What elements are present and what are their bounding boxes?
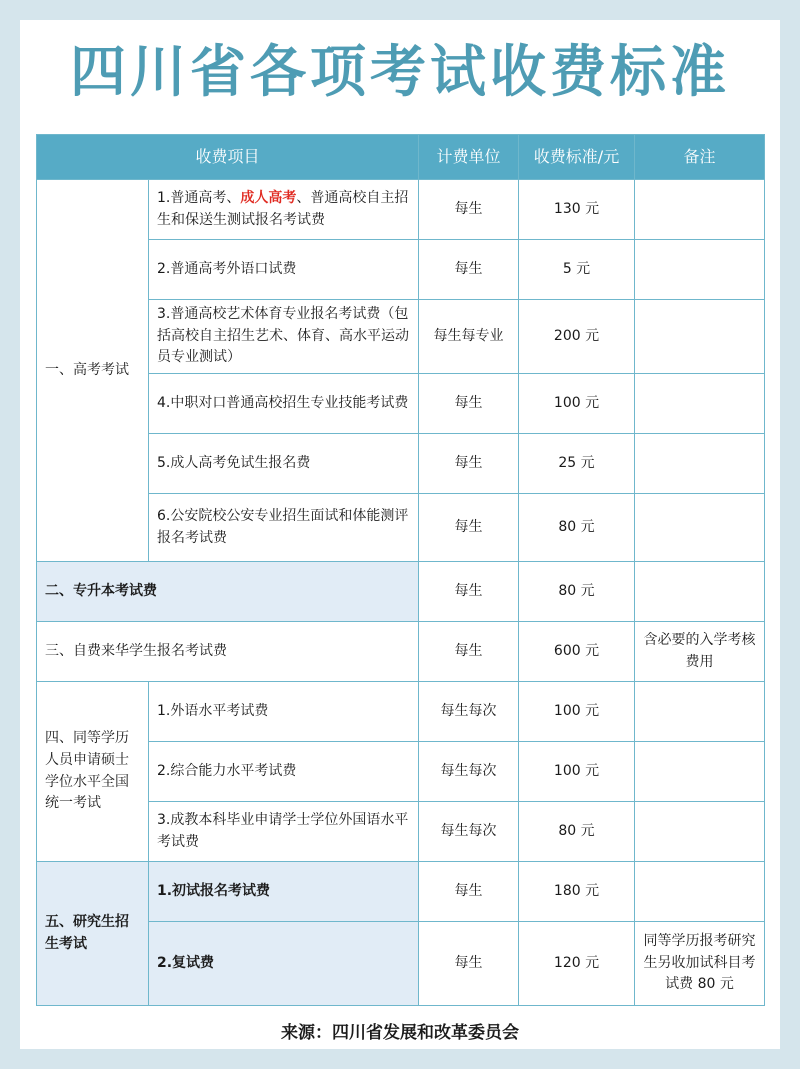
page-title: 四川省各项考试收费标准 [70,39,730,105]
item-desc-post: 、普通高校自主招生和保送生测试报名考试费 [157,189,409,228]
fee-table [36,134,765,1006]
unit-cell: 每生 [419,922,519,1006]
item-desc-pre: 1.普通高考、 [157,189,241,206]
note-cell [635,240,765,300]
unit-cell: 每生 [419,374,519,434]
item-desc [149,180,419,240]
fee-cell: 5 元 [519,240,635,300]
header-unit: 计费单位 [419,135,519,180]
note-cell [635,802,765,862]
note-cell: 同等学历报考研究生另收加试科目考试费 80 元 [635,922,765,1006]
item-desc: 2.综合能力水平考试费 [149,742,419,802]
fee-cell: 80 元 [519,562,635,622]
fee-cell: 200 元 [519,300,635,374]
table-row [37,682,765,742]
fee-cell: 80 元 [519,494,635,562]
group-label: 一、高考考试 [37,180,149,562]
source-footer: 来源：四川省发展和改革委员会 [281,1023,519,1043]
table-row [37,622,765,682]
group-label: 四、同等学历人员申请硕士学位水平全国统一考试 [37,682,149,862]
item-desc: 4.中职对口普通高校招生专业技能考试费 [149,374,419,434]
table-row [37,862,765,922]
note-cell [635,374,765,434]
unit-cell: 每生 [419,562,519,622]
unit-cell: 每生 [419,434,519,494]
fee-cell: 100 元 [519,682,635,742]
note-cell [635,862,765,922]
fee-cell: 600 元 [519,622,635,682]
note-cell [635,300,765,374]
header-fee: 收费标准/元 [519,135,635,180]
item-desc: 3.普通高校艺术体育专业报名考试费（包括高校自主招生艺术、体育、高水平运动员专业测试） [149,300,419,374]
unit-cell: 每生每次 [419,682,519,742]
item-desc: 3.成教本科毕业申请学士学位外国语水平考试费 [149,802,419,862]
highlight-text: 成人高考 [240,189,297,206]
fee-cell: 100 元 [519,742,635,802]
group-label: 五、研究生招生考试 [37,862,149,1006]
header-row [37,135,765,180]
unit-cell: 每生每次 [419,802,519,862]
unit-cell: 每生每专业 [419,300,519,374]
header-item: 收费项目 [37,135,419,180]
table-row [37,562,765,622]
fee-cell: 100 元 [519,374,635,434]
fee-cell: 120 元 [519,922,635,1006]
item-desc: 1.初试报名考试费 [149,862,419,922]
note-cell [635,742,765,802]
group-label: 三、自费来华学生报名考试费 [37,622,419,682]
item-desc: 5.成人高考免试生报名费 [149,434,419,494]
header-note: 备注 [635,135,765,180]
fee-cell: 180 元 [519,862,635,922]
note-cell: 含必要的入学考核费用 [635,622,765,682]
item-desc: 2.复试费 [149,922,419,1006]
unit-cell: 每生 [419,180,519,240]
item-desc: 1.外语水平考试费 [149,682,419,742]
unit-cell: 每生 [419,622,519,682]
fee-cell: 80 元 [519,802,635,862]
note-cell [635,180,765,240]
unit-cell: 每生 [419,494,519,562]
note-cell [635,682,765,742]
fee-cell: 25 元 [519,434,635,494]
unit-cell: 每生 [419,862,519,922]
unit-cell: 每生每次 [419,742,519,802]
group-label: 二、专升本考试费 [37,562,419,622]
fee-cell: 130 元 [519,180,635,240]
note-cell [635,494,765,562]
table-row [37,180,765,240]
unit-cell: 每生 [419,240,519,300]
note-cell [635,434,765,494]
note-cell [635,562,765,622]
item-desc: 2.普通高考外语口试费 [149,240,419,300]
item-desc: 6.公安院校公安专业招生面试和体能测评报名考试费 [149,494,419,562]
